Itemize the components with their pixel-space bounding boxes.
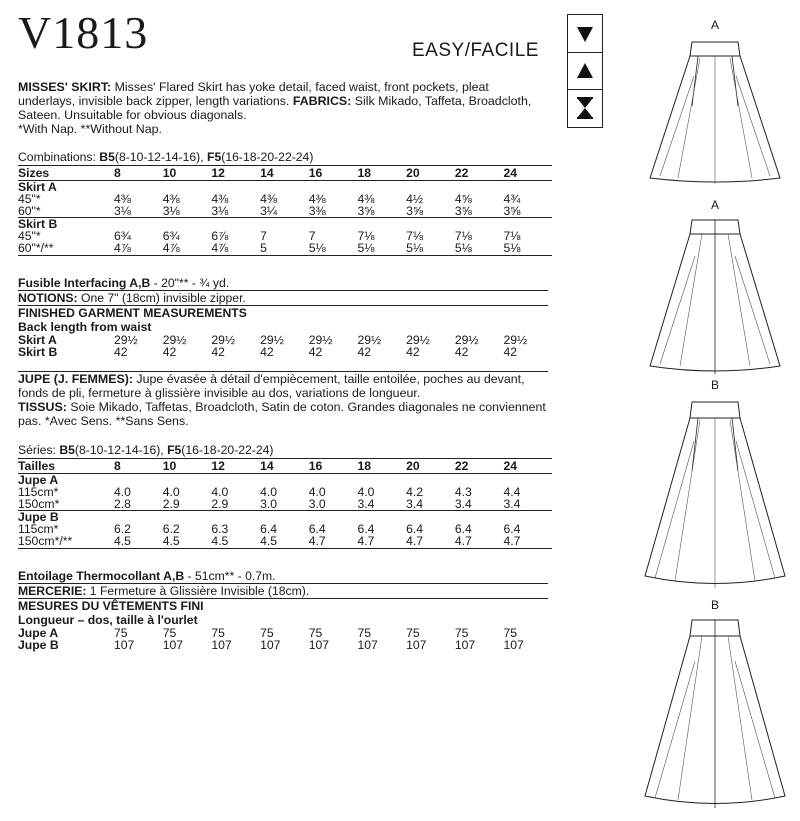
desc-heading: MISSES' SKIRT: (18, 80, 112, 94)
value-cell: 7⅛ (454, 229, 472, 243)
size-cell: 12 (211, 459, 260, 474)
finished-row (18, 346, 552, 358)
triangle-down-icon (568, 15, 602, 53)
finished-value: 107 (162, 638, 184, 652)
table-row (18, 193, 552, 205)
value-cell: 4⅜ (357, 192, 375, 206)
sketch-label: A (710, 198, 719, 212)
french-yardage-table (18, 458, 548, 549)
group-row (18, 511, 552, 524)
french-description: JUPE (J. FEMMES): Jupe évasée à détail d'empiècement, taille entoilée, poches au devant, fonds de pli, fermeture à glissière invisible au dos, variations de longueur. TISSUS: Soie Mikado, Taffetas, Broadcloth, Satin de coton. Grandes diagonales ne conviennent pas. *Avec Sens. **Sans Sens. (18, 372, 546, 428)
value-cell: 5⅛ (357, 242, 406, 256)
value-cell: 4.3 (454, 485, 472, 499)
sketch-skirt-b-front (640, 378, 790, 593)
group-label: Skirt A (18, 180, 57, 194)
value-cell: 7⅛ (406, 229, 424, 243)
row-label: 60"*/** (18, 242, 114, 256)
size-cell: 24 (504, 459, 553, 474)
entoilage-line: Entoilage Thermocollant A,B - 51cm** - 0.7m. (18, 569, 276, 583)
value-cell: 4⅝ (454, 192, 472, 206)
value-cell: 2.9 (162, 497, 180, 511)
size-cell: 10 (163, 166, 212, 181)
finished-value: 75 (114, 626, 128, 640)
finished-value: 42 (503, 345, 518, 359)
finished-value: 29½ (503, 333, 528, 347)
triangle-up-icon (568, 52, 602, 90)
size-cell: 18 (357, 459, 406, 474)
value-cell: 4⅜ (114, 192, 131, 206)
size-cell: 14 (260, 459, 309, 474)
value-cell: 3.0 (308, 497, 326, 511)
value-cell: 3.4 (503, 497, 521, 511)
value-cell: 3.4 (406, 497, 424, 511)
sizes-header-row (18, 166, 552, 181)
nap-icons-box (567, 14, 603, 128)
finished-value: 29½ (114, 333, 138, 347)
value-cell: 3⅜ (308, 204, 326, 218)
finished-label: Skirt B (18, 345, 58, 359)
row-label: 45"* (18, 192, 41, 206)
value-cell: 4.0 (357, 485, 375, 499)
table-row (18, 230, 552, 242)
value-cell: 4.7 (406, 535, 455, 549)
mesures-title: MESURES DU VÊTEMENTS FINI (18, 599, 204, 613)
value-cell: 4.0 (211, 485, 229, 499)
value-cell: 7 (260, 229, 267, 243)
interfacing-line: Fusible Interfacing A,B - 20"** - ¾ yd. (18, 276, 230, 290)
value-cell: 4⅞ (114, 242, 163, 256)
group-label: Jupe B (18, 511, 114, 524)
size-cell: 14 (260, 166, 309, 181)
french-extras (18, 569, 548, 651)
pattern-number: V1813 (18, 7, 149, 58)
hourglass-icon (568, 89, 602, 126)
value-cell: 6⅞ (211, 229, 229, 243)
finished-value: 42 (114, 345, 128, 359)
finished-value: 75 (357, 626, 371, 640)
finished-value: 42 (260, 345, 274, 359)
size-cell: 8 (114, 166, 163, 181)
finished-value: 107 (211, 638, 232, 652)
finished-value: 107 (114, 638, 135, 652)
value-cell: 4.5 (260, 535, 309, 549)
sketch-skirt-a-back (640, 198, 790, 383)
finished-row (18, 639, 552, 651)
value-cell: 4⅜ (260, 192, 278, 206)
table-row (18, 523, 552, 535)
size-cell: 22 (455, 166, 504, 181)
value-cell: 3.4 (357, 497, 375, 511)
size-cell: 12 (211, 166, 260, 181)
sketch-label: A (710, 18, 719, 32)
longueur-label: Longueur – dos, taille à l'ourlet (18, 613, 198, 627)
value-cell: 4.2 (406, 485, 424, 499)
finished-value: 75 (162, 626, 177, 640)
size-cell: 16 (309, 166, 358, 181)
finished-value: 29½ (211, 333, 236, 347)
size-cell: 16 (309, 459, 358, 474)
value-cell: 3⅛ (162, 204, 180, 218)
finished-label: Jupe B (18, 638, 59, 652)
value-cell: 4.7 (504, 535, 553, 549)
nap-note: *With Nap. **Without Nap. (18, 122, 162, 136)
value-cell: 4.7 (309, 535, 358, 549)
value-cell: 4.0 (260, 485, 278, 499)
sketch-label: B (710, 378, 719, 392)
row-label: 150cm*/** (18, 535, 114, 549)
value-cell: 3¼ (260, 204, 278, 218)
value-cell: 2.9 (211, 497, 229, 511)
fabrics-heading: FABRICS: (292, 94, 352, 108)
value-cell: 7⅛ (357, 229, 375, 243)
value-cell: 6.4 (357, 522, 375, 536)
sketch-skirt-b-back (640, 598, 790, 818)
value-cell: 4.0 (162, 485, 180, 499)
group-label: Jupe A (18, 473, 59, 487)
value-cell: 4¾ (503, 192, 521, 206)
group-label: Skirt B (18, 218, 114, 231)
finished-value: 107 (406, 638, 427, 652)
table-row (18, 205, 552, 218)
value-cell: 6.2 (162, 522, 180, 536)
sketch-label: B (710, 598, 719, 612)
series-line: Séries: B5(8-10-12-14-16), F5(16-18-20-22-24) (18, 443, 274, 457)
finished-label: Skirt A (18, 333, 57, 347)
value-cell: 3.0 (260, 497, 278, 511)
value-cell: 5⅛ (504, 242, 553, 256)
value-cell: 3⅝ (406, 204, 424, 218)
value-cell: 4.7 (455, 535, 504, 549)
value-cell: 6.4 (308, 522, 326, 536)
finished-value: 29½ (308, 333, 333, 347)
group-row (18, 181, 552, 194)
value-cell: 2.8 (114, 497, 131, 511)
finished-value: 42 (406, 345, 420, 359)
value-cell: 7⅛ (503, 229, 521, 243)
size-cell: 24 (504, 166, 553, 181)
finished-value: 29½ (454, 333, 479, 347)
size-cell: 22 (455, 459, 504, 474)
value-cell: 4.5 (163, 535, 212, 549)
sizes-label: Tailles (18, 459, 114, 474)
value-cell: 3⅝ (503, 204, 521, 218)
size-cell: 20 (406, 459, 455, 474)
finished-value: 107 (454, 638, 476, 652)
finished-value: 29½ (357, 333, 382, 347)
finished-value: 107 (357, 638, 378, 652)
size-cell: 10 (163, 459, 212, 474)
combinations-line: Combinations: B5(8-10-12-14-16), F5(16-18-20-22-24) (18, 150, 314, 164)
value-cell: 4⅞ (163, 242, 212, 256)
row-label: 115cm* (18, 522, 59, 536)
finished-value: 75 (503, 626, 518, 640)
value-cell: 4.0 (308, 485, 326, 499)
finished-value: 42 (162, 345, 177, 359)
value-cell: 6.2 (114, 522, 131, 536)
notions-line: NOTIONS: One 7" (18cm) invisible zipper. (18, 291, 246, 305)
group-row (18, 218, 552, 231)
difficulty-label: EASY/FACILE (412, 40, 539, 61)
table-row (18, 242, 552, 256)
value-cell: 6.4 (260, 522, 278, 536)
english-description (18, 80, 538, 136)
value-cell: 4⅜ (308, 192, 326, 206)
finished-value: 42 (357, 345, 371, 359)
finished-value: 75 (308, 626, 323, 640)
back-length-label: Back length from waist (18, 320, 152, 334)
mercerie-line: MERCERIE: 1 Fermeture à Glissière Invisible (18cm). (18, 584, 310, 598)
finished-value: 42 (454, 345, 469, 359)
value-cell: 7 (308, 229, 316, 243)
row-label: 115cm* (18, 485, 59, 499)
table-row (18, 486, 552, 498)
group-row (18, 474, 552, 487)
row-label: 150cm* (18, 497, 60, 511)
value-cell: 3⅛ (211, 204, 229, 218)
size-cell: 20 (406, 166, 455, 181)
sketch-skirt-a-front (640, 18, 790, 178)
size-cell: 18 (357, 166, 406, 181)
value-cell: 6.4 (454, 522, 472, 536)
value-cell: 4½ (406, 192, 424, 206)
row-label: 60"* (18, 204, 41, 218)
sizes-label: Sizes (18, 166, 114, 181)
value-cell: 4⅜ (211, 192, 229, 206)
value-cell: 6.3 (211, 522, 229, 536)
value-cell: 4.0 (114, 485, 131, 499)
table-row (18, 535, 552, 549)
finished-title: FINISHED GARMENT MEASUREMENTS (18, 306, 247, 320)
english-extras (18, 276, 548, 358)
finished-value: 29½ (260, 333, 284, 347)
value-cell: 6.4 (503, 522, 521, 536)
finished-value: 107 (260, 638, 281, 652)
finished-value: 42 (211, 345, 225, 359)
sizes-header-row (18, 459, 552, 474)
finished-value: 75 (211, 626, 225, 640)
finished-row (18, 334, 552, 346)
value-cell: 3⅝ (357, 204, 375, 218)
value-cell: 3⅛ (114, 204, 131, 218)
value-cell: 4.7 (357, 535, 406, 549)
value-cell: 4⅞ (211, 242, 260, 256)
value-cell: 3.4 (454, 497, 472, 511)
size-cell: 8 (114, 459, 163, 474)
finished-value: 75 (260, 626, 274, 640)
value-cell: 3⅝ (454, 204, 472, 218)
row-label: 45"* (18, 229, 41, 243)
finished-label: Jupe A (18, 626, 59, 640)
value-cell: 4.5 (114, 535, 163, 549)
value-cell: 6.4 (406, 522, 424, 536)
value-cell: 5⅛ (309, 242, 358, 256)
value-cell: 4.5 (211, 535, 260, 549)
finished-value: 75 (454, 626, 469, 640)
finished-value: 107 (308, 638, 330, 652)
table-row (18, 498, 552, 511)
finished-value: 29½ (406, 333, 430, 347)
desc-text: Misses' Flared Skirt has yoke detail, faced waist, front pockets, pleat underlays, invisible back zipper, length variations. (18, 80, 489, 108)
value-cell: 5 (260, 242, 309, 256)
english-yardage-table (18, 165, 548, 256)
value-cell: 4.4 (503, 485, 521, 499)
value-cell: 4⅜ (162, 192, 180, 206)
value-cell: 5⅛ (406, 242, 455, 256)
finished-value: 75 (406, 626, 420, 640)
fabrics-text: Silk Mikado, Taffeta, Broadcloth, Sateen. Unsuitable for obvious diagonals. (18, 94, 532, 122)
finished-value: 42 (308, 345, 323, 359)
value-cell: 6¾ (162, 229, 180, 243)
value-cell: 6¾ (114, 229, 131, 243)
finished-value: 107 (503, 638, 524, 652)
value-cell: 5⅛ (455, 242, 504, 256)
finished-value: 29½ (162, 333, 187, 347)
